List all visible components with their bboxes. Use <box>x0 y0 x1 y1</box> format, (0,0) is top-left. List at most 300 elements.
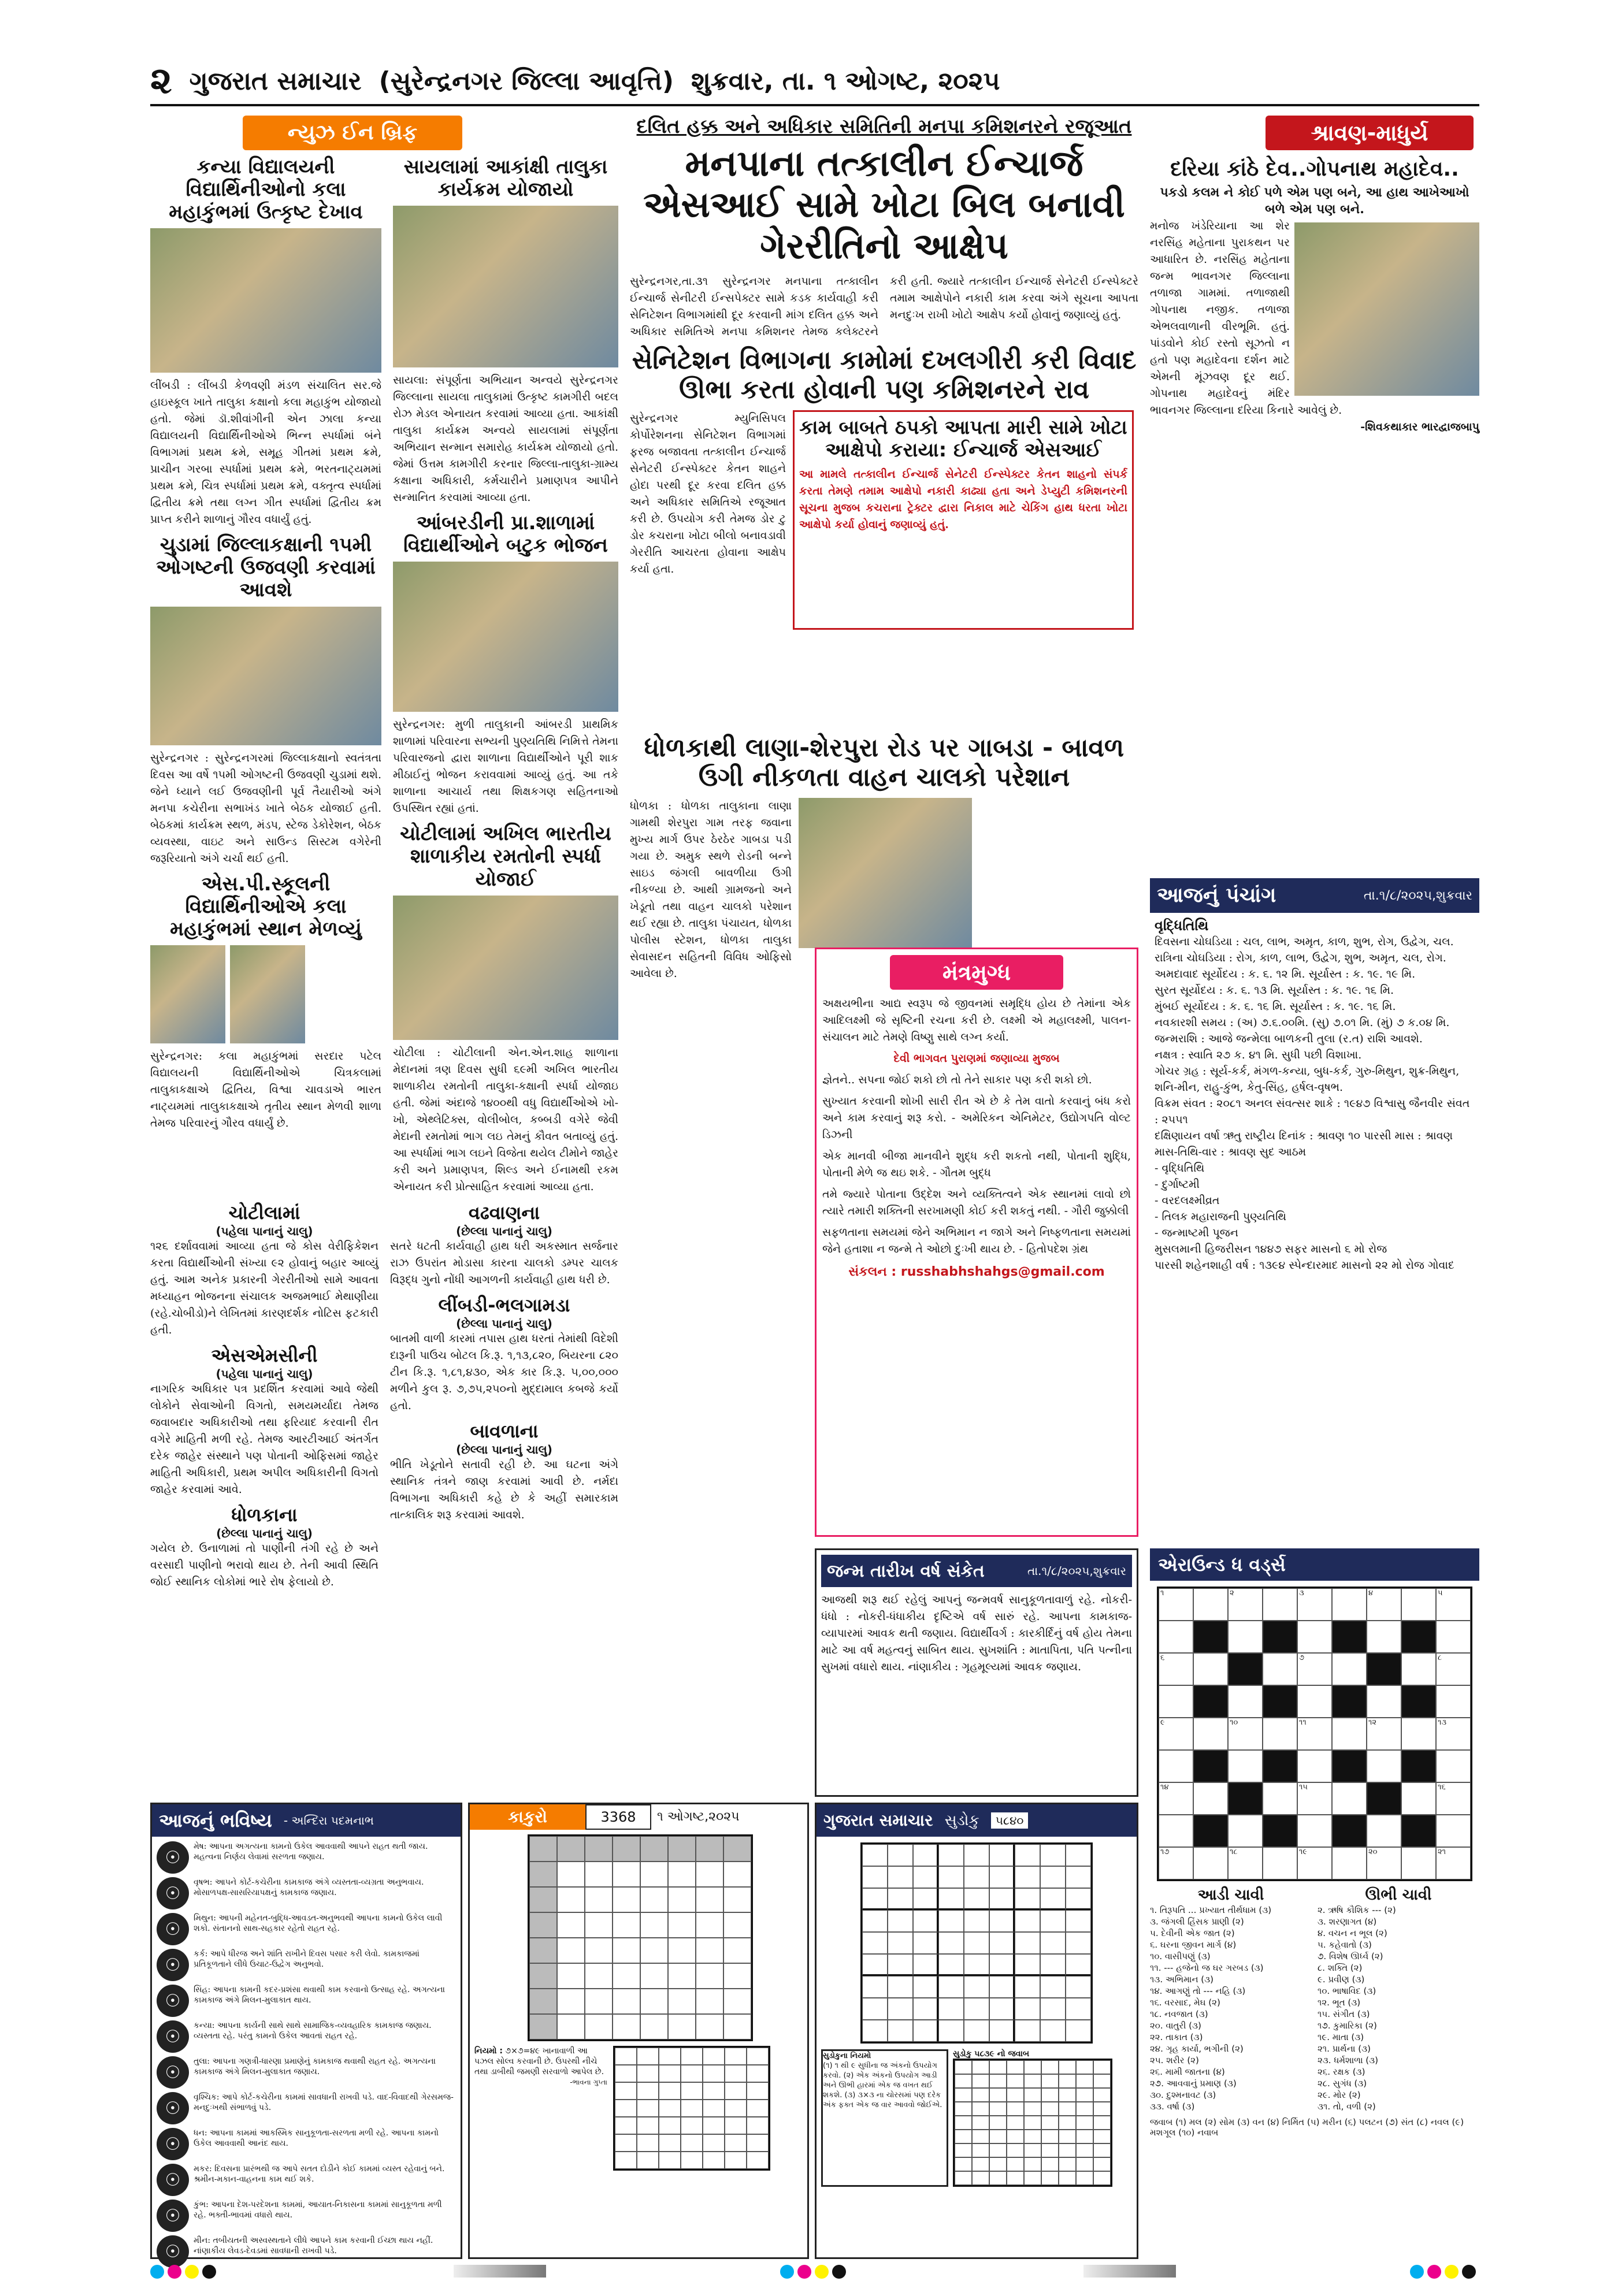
sudoku-cell[interactable] <box>938 1998 964 2020</box>
sudoku-cell[interactable] <box>1040 1910 1066 1932</box>
crossword-cell[interactable] <box>1297 1750 1332 1782</box>
sudoku-cell[interactable] <box>913 1932 938 1954</box>
crossword-cell[interactable] <box>1193 1718 1228 1750</box>
crossword-cell[interactable] <box>1297 1718 1332 1750</box>
kakuro-answer-cell <box>725 2082 747 2100</box>
crossword-cell[interactable] <box>1228 1588 1263 1621</box>
sudoku-cell[interactable] <box>1066 1976 1091 1998</box>
crossword-cell[interactable] <box>1367 1750 1401 1782</box>
crossword-cell[interactable] <box>1263 1782 1297 1815</box>
kakuro-cell <box>529 1989 557 2014</box>
crossword-cell[interactable] <box>1401 1847 1436 1879</box>
kakuro-grid[interactable] <box>528 1834 753 2041</box>
kakuro-cell[interactable] <box>668 1887 696 1912</box>
sudoku-cell[interactable] <box>913 1888 938 1910</box>
crossword-cell[interactable] <box>1228 1685 1263 1718</box>
sudoku-cell[interactable] <box>888 1844 913 1866</box>
crossword-cell[interactable] <box>1159 1782 1193 1815</box>
kakuro-cell[interactable] <box>668 1862 696 1887</box>
kakuro-cell[interactable] <box>723 1912 751 1938</box>
sudoku-cell[interactable] <box>989 1866 1015 1888</box>
sudoku-cell[interactable] <box>888 1888 913 1910</box>
kakuro-cell[interactable] <box>696 2014 723 2039</box>
crossword-cell[interactable] <box>1297 1653 1332 1685</box>
sudoku-cell[interactable] <box>1040 2020 1066 2042</box>
crossword-cell[interactable] <box>1297 1685 1332 1718</box>
zodiac-icon: ☉ <box>157 2128 189 2160</box>
crossword-cell[interactable] <box>1263 1718 1297 1750</box>
crossword-number: ૧૦ <box>1230 1718 1238 1727</box>
sudoku-cell[interactable] <box>964 1866 989 1888</box>
rasi-text: ધન: આપના કામમાં આકસ્મિક સાનુકૂળતા-સરળતા મળી રહે. આપના કામનો ઉકેલ આવવાથી આનંદ થાય. <box>194 2128 439 2148</box>
panchang-row: નક્ષત્ર : સ્વાતિ ૨૭ ક. ૪૧ મિ. સુધી પછી વિશાખા. <box>1155 1049 1362 1061</box>
sudoku-cell[interactable] <box>1066 1844 1091 1866</box>
sudoku-cell[interactable] <box>964 1888 989 1910</box>
sudoku-cell[interactable] <box>888 2020 913 2042</box>
crossword-cell[interactable] <box>1228 1847 1263 1879</box>
kakuro-answer-cell <box>637 2152 659 2169</box>
sudoku-cell[interactable] <box>989 1954 1015 1976</box>
kakuro-cell[interactable] <box>613 1963 640 1989</box>
sudoku-cell[interactable] <box>964 1976 989 1998</box>
sudoku-cell[interactable] <box>989 1844 1015 1866</box>
panchang-row: - વરદલક્ષ્મીવ્રત <box>1155 1194 1220 1207</box>
sudoku-answer-cell <box>1076 2171 1093 2185</box>
kakuro-cell[interactable] <box>640 1989 668 2014</box>
crossword-cell[interactable] <box>1367 1685 1401 1718</box>
crossword-cell[interactable] <box>1297 1847 1332 1879</box>
kakuro-answer-cell <box>615 2065 637 2082</box>
story2-photo <box>150 607 381 745</box>
crossword-cell[interactable] <box>1297 1815 1332 1847</box>
kakuro-cell[interactable] <box>640 1862 668 1887</box>
continued-sub: (છેલ્લા પાનાનું ચાલુ) <box>216 1526 313 1540</box>
sudoku-cell[interactable] <box>1040 1976 1066 1998</box>
kakuro-cell[interactable] <box>696 1938 723 1963</box>
story1-body: લીંબડી : લીંબડી કેળવણી મંડળ સંચાલિત સર.જે હાઇસ્કૂલ ખાતે તાલુકા કક્ષાનો કલા મહાકુંભ યોજાયો હતો. જેમાં ડૉ.શીવાંગીની એન ઝાલા કન્યા વિદ્યાલયની વિદ્યાર્થિનીઓએ ભિન્ન સ્પર્ધામાં બંને વિભાગમાં પ્રથમ ક્રમે, સમૂહ ગીતમાં પ્રથમ ક્રમે, પ્રાચીન ગરબા સ્પર્ધામાં પ્રથમ ક્રમે, ભરતનાટ્યમમાં પ્રથમ ક્રમે, ચિત્ર સ્પર્ધામાં પ્રથમ ક્રમે, વક્તૃત્વ સ્પર્ધામાં દ્વિતીય ક્રમે તથા લગ્ન ગીત સ્પર્ધામાં દ્વિતીય ક્રમ પ્રાપ્ત કરીને શાળાનું ગૌરવ વધાર્યું હતું. <box>150 379 382 526</box>
kakuro-cell[interactable] <box>723 1862 751 1887</box>
kakuro-answer-cell <box>637 2048 659 2065</box>
kakuro-answer-cell <box>615 2117 637 2134</box>
kakuro-cell[interactable] <box>723 2014 751 2039</box>
sudoku-cell[interactable] <box>862 1932 888 1954</box>
sudoku-answer-cell <box>1093 2060 1111 2074</box>
crossword-cell[interactable] <box>1332 1782 1367 1815</box>
rasi-text: કન્યા: આપના કાર્યની સાથે સાથે સામાજિક-વ્યવહારિક કામકાજ જણાય. વ્યસ્તતા રહે. પરંતુ કામનો ઉકેલ આવતાં રાહત રહે. <box>194 2021 432 2041</box>
crossword-cell[interactable] <box>1436 1782 1471 1815</box>
continued-title: બાવળાના <box>470 1420 539 1442</box>
kakuro-cell[interactable] <box>640 1938 668 1963</box>
kakuro-answer-cell <box>659 2100 681 2117</box>
crossword-cell[interactable] <box>1401 1782 1436 1815</box>
crossword-number: ૧૫ <box>1299 1783 1308 1792</box>
sudoku-cell[interactable] <box>913 1844 938 1866</box>
sudoku-cell[interactable] <box>1066 1932 1091 1954</box>
sudoku-answer-cell <box>1093 2102 1111 2116</box>
crossword-cell[interactable] <box>1332 1847 1367 1879</box>
continued-body: ગયેલ છે. ઉનાળામાં તો પાણીની તંગી રહે છે અને વરસાદી પાણીનો ભરાવો થાય છે. તેની આવી સ્થિતિ જોઈ સ્થાનિક લોકોમાં ભારે રોષ ફેલાયો છે. <box>150 1542 378 1588</box>
crossword-cell[interactable] <box>1367 1718 1401 1750</box>
kakuro-cell[interactable] <box>613 1887 640 1912</box>
crossword-cell[interactable] <box>1193 1782 1228 1815</box>
sudoku-cell[interactable] <box>989 1976 1015 1998</box>
crossword-cell[interactable] <box>1193 1847 1228 1879</box>
kakuro-cell[interactable] <box>585 1862 613 1887</box>
sudoku-cell[interactable] <box>862 1954 888 1976</box>
edition-label: (સુરેન્દ્રનગર જિલ્લા આવૃત્તિ) <box>378 66 674 96</box>
sudoku-cell[interactable] <box>938 1888 964 1910</box>
continued-sub: (છેલ્લા પાનાનું ચાલુ) <box>456 1317 552 1331</box>
kakuro-answer-cell <box>725 2117 747 2134</box>
sudoku-cell[interactable] <box>989 1910 1015 1932</box>
sudoku-cell[interactable] <box>1066 1910 1091 1932</box>
sudoku-cell[interactable] <box>964 1998 989 2020</box>
story4-title: સાયલામાં આકાંક્ષી તાલુકા કાર્યક્રમ યોજાયો <box>403 155 608 202</box>
story1-photo <box>150 228 381 373</box>
sudoku-cell[interactable] <box>913 1866 938 1888</box>
sudoku-cell[interactable] <box>888 1976 913 1998</box>
continued-title: ધોળકાના <box>231 1504 298 1526</box>
crossword-cell[interactable] <box>1159 1750 1193 1782</box>
sudoku-cell[interactable] <box>1015 1866 1040 1888</box>
down-clue: ૨૬. રક્ષક (૩) <box>1318 2066 1365 2077</box>
rasi-text: વૃષભ: આપને કોર્ટ-કચેરીના કામકાજ અંગે વ્યસ્તતા-વ્યગ્રતા અનુભવાય. મોસાળપક્ષ-સાસરિયાપક્ષનું કામકાજ જણાય. <box>194 1878 424 1897</box>
crossword-cell[interactable] <box>1263 1588 1297 1621</box>
crossword-cell[interactable] <box>1436 1685 1471 1718</box>
kakuro-cell <box>529 1836 557 1862</box>
kakuro-cell[interactable] <box>557 1862 585 1887</box>
kakuro-cell[interactable] <box>613 1862 640 1887</box>
kakuro-cell[interactable] <box>585 1938 613 1963</box>
crossword-cell[interactable] <box>1159 1588 1193 1621</box>
sudoku-answer-cell <box>1007 2130 1024 2143</box>
kakuro-answer-cell <box>615 2134 637 2152</box>
sudoku-cell[interactable] <box>862 1998 888 2020</box>
sudoku-cell[interactable] <box>913 1998 938 2020</box>
crossword-cell[interactable] <box>1332 1653 1367 1685</box>
kakuro-answer-cell <box>637 2100 659 2117</box>
brand-name: ગુજરાત સમાચાર <box>189 66 362 96</box>
print-color-bar <box>150 2265 1479 2281</box>
sudoku-answer-cell <box>1007 2143 1024 2157</box>
sudoku-cell[interactable] <box>964 1910 989 1932</box>
kakuro-box <box>468 1803 809 2259</box>
crossword-cell[interactable] <box>1367 1847 1401 1879</box>
panchang-row: વિક્રમ સંવત : ૨૦૮૧ અનલ સંવત્સર શાકે : ૧૯૪૭ વિશ્વાસુ જૈનવીર સંવત : ૨૫૫૧ <box>1155 1097 1470 1126</box>
kakuro-cell[interactable] <box>585 2014 613 2039</box>
kakuro-answer-cell <box>703 2100 725 2117</box>
sudoku-cell[interactable] <box>862 1866 888 1888</box>
sudoku-cell[interactable] <box>913 1976 938 1998</box>
sudoku-cell[interactable] <box>938 1844 964 1866</box>
sudoku-cell[interactable] <box>989 1932 1015 1954</box>
quote-title: કામ બાબતે ઠપકો આપતા મારી સામે ખોટા આક્ષેપો કરાયા: ઈન્ચાર્જ એસઆઈ <box>799 416 1127 462</box>
kakuro-title: કાકુરો <box>470 1804 585 1830</box>
kakuro-cell[interactable] <box>640 1887 668 1912</box>
sudoku-answer-cell <box>1076 2143 1093 2157</box>
kakuro-cell <box>529 1887 557 1912</box>
sudoku-cell[interactable] <box>862 1888 888 1910</box>
sudoku-answer-cell <box>1076 2130 1093 2143</box>
sudoku-cell[interactable] <box>1040 1954 1066 1976</box>
crossword-cell[interactable] <box>1159 1621 1193 1653</box>
bhavishya-author: - અન્દિરા પદમનાભ <box>283 1814 374 1827</box>
header-date: શુક્રવાર, તા. ૧ ઓગષ્ટ, ૨૦૨૫ <box>691 66 1000 96</box>
sudoku-cell[interactable] <box>888 1954 913 1976</box>
sudoku-answer-cell <box>1041 2088 1059 2102</box>
crossword-number: ૭ <box>1299 1654 1305 1662</box>
kakuro-cell[interactable] <box>585 1963 613 1989</box>
story2-body: સુરેન્દ્રનગર : સુરેન્દ્રનગરમાં જિલ્લાકક્ષાનો સ્વતંત્રતા દિવસ આ વર્ષે ૧૫મી ઓગષ્ટની ઉજવણી ચુડામાં થશે. જેને ધ્યાને લઈ ઉજવણીની પૂર્વ તૈયારીઓ અંગે મનપા કચેરીના સભાખંડ ખાતે બેઠક યોજાઈ હતી. બેઠકમાં કાર્યક્રમ સ્થળ, મંડપ, સ્ટેજ ડેકોરેશન, બેઠક વ્યવસ્થા, વાઇટ અને સાઉન્ડ સિસ્ટમ વગેરેની જરૂરિયાતો અંગે ચર્ચા થઈ હતી. <box>150 751 381 865</box>
down-clue: ૧૨. ભૂત (૩) <box>1318 1997 1361 2008</box>
sudoku-answer-cell <box>1093 2088 1111 2102</box>
mantra-footer-label: સંકલન : <box>848 1265 897 1279</box>
sudoku-cell[interactable] <box>1066 2020 1091 2042</box>
kakuro-answer-cell <box>681 2065 703 2082</box>
sudoku-cell[interactable] <box>1015 1932 1040 1954</box>
sudoku-cell[interactable] <box>1066 1866 1091 1888</box>
continued-story <box>150 1202 378 1339</box>
mantra-item: અક્ષયભીના આદ્ય સ્વરૂપ જે જીવનમાં સમૃદ્ધિ હોય છે તેમાંના એક આદિલક્ષ્મી જે સૃષ્ટિની રચના કરી છે. લક્ષ્મી એ મહાલક્ષ્મી, પાલન-સંચાલન માટે તેમણે વિષ્ણુ સાથે લગ્ન કર્યા. <box>822 997 1131 1043</box>
sudoku-cell[interactable] <box>1066 1954 1091 1976</box>
panchang-row: દક્ષિણાયન વર્ષા ઋતુ રાષ્ટ્રીય દિનાંક : શ્રાવણ ૧૦ પારસી માસ : શ્રાવણ <box>1155 1130 1453 1142</box>
crossword-number: ૨૧ <box>1438 1848 1446 1856</box>
kakuro-answer-cell <box>659 2065 681 2082</box>
kakuro-answer-cell <box>725 2065 747 2082</box>
kakuro-cell[interactable] <box>696 1862 723 1887</box>
kakuro-cell[interactable] <box>640 1912 668 1938</box>
kakuro-cell[interactable] <box>668 1989 696 2014</box>
kakuro-cell[interactable] <box>696 1963 723 1989</box>
sudoku-answer-cell <box>1076 2116 1093 2130</box>
sudoku-cell[interactable] <box>938 1976 964 1998</box>
kakuro-cell[interactable] <box>668 1963 696 1989</box>
sudoku-cell[interactable] <box>964 1932 989 1954</box>
kakuro-answer-cell <box>615 2048 637 2065</box>
crossword-cell[interactable] <box>1159 1653 1193 1685</box>
kakuro-cell[interactable] <box>668 2014 696 2039</box>
crossword-cell[interactable] <box>1159 1718 1193 1750</box>
crossword-cell[interactable] <box>1297 1621 1332 1653</box>
kakuro-cell[interactable] <box>723 1989 751 2014</box>
crossword-number: ૩ <box>1299 1589 1304 1597</box>
sudoku-cell[interactable] <box>888 1932 913 1954</box>
crossword-cell <box>1367 1782 1401 1815</box>
kakuro-cell[interactable] <box>613 1938 640 1963</box>
kakuro-answer-cell <box>747 2048 769 2065</box>
sudoku-cell[interactable] <box>964 1844 989 1866</box>
crossword-cell[interactable] <box>1159 1815 1193 1847</box>
continued-title: વઢવાણના <box>468 1202 540 1224</box>
crossword-cell[interactable] <box>1332 1588 1367 1621</box>
kakuro-cell <box>696 1836 723 1862</box>
continued-body: નાગરિક અધિકાર પત્ર પ્રદર્શિત કરવામાં આવે જેથી લોકોને સેવાઓની વિગતો, સમયમર્યાદા તેમજ જવાબદાર અધિકારીઓ તથા ફરિયાદ કરવાની રીત વગેરે માહિતી મળી રહે. તેમજ આરટીઆઈ અંતર્ગત દરેક જાહેર સંસ્થાને પણ પોતાની ઓફિસમાં જાહેર માહિતી અધિકારી, પ્રથમ અપીલ અધિકારીની વિગતો જાહેર કરવામાં આવે. <box>150 1383 378 1496</box>
kakuro-cell[interactable] <box>557 1887 585 1912</box>
down-clue: ૨. ઋષિ કૌશિક --- (૨) <box>1318 1904 1396 1915</box>
sudoku-cell[interactable] <box>1015 2020 1040 2042</box>
crossword-cell[interactable] <box>1297 1588 1332 1621</box>
kakuro-cell[interactable] <box>585 1989 613 2014</box>
kakuro-cell[interactable] <box>585 1912 613 1938</box>
sudoku-cell[interactable] <box>1040 1932 1066 1954</box>
sudoku-cell[interactable] <box>888 1910 913 1932</box>
crossword-cell[interactable] <box>1436 1653 1471 1685</box>
crossword-cell[interactable] <box>1436 1750 1471 1782</box>
sudoku-answer-cell <box>1007 2102 1024 2116</box>
rasi-text: મેષ: આપના અગત્યના કામનો ઉકેલ આવવાથી આપને રાહત થતી જાય. મહત્વના નિર્ણય લેવામાં સરળતા જણાય. <box>194 1842 428 1862</box>
continued-title: ચોટીલામાં <box>228 1202 300 1224</box>
sudoku-cell[interactable] <box>1015 1844 1040 1866</box>
kakuro-cell[interactable] <box>613 2014 640 2039</box>
sudoku-cell[interactable] <box>1015 1976 1040 1998</box>
sudoku-cell[interactable] <box>989 1888 1015 1910</box>
sudoku-cell[interactable] <box>913 1910 938 1932</box>
crossword-cell[interactable] <box>1332 1718 1367 1750</box>
kakuro-cell[interactable] <box>613 1989 640 2014</box>
sudoku-title: સુડોકુ <box>944 1811 979 1829</box>
kakuro-cell <box>529 1938 557 1963</box>
continued-body: ૧૨૬ દર્શાવવામાં આવ્યા હતા જે કોસ વેરીફિકેશન કરતા વિદ્યાર્થીઓની સંખ્યા ૯૨ હોવાનું બહાર આવ્યું હતું. આમ અનેક પ્રકારની ગેરરીતીઓ સામે આવતા મધ્યાહન ભોજનના સંચાલક અજમભાઈ મેથાણીયા (રહે.ચોબીડો)ને લેખિતમાં કારણદર્શક નોટિસ ફટકારી હતી. <box>150 1240 378 1336</box>
panchang-row: વૃદ્ધિતિથિ <box>1155 917 1209 934</box>
crossword-cell[interactable] <box>1436 1847 1471 1879</box>
sudoku-answer-cell <box>955 2074 972 2088</box>
kakuro-cell[interactable] <box>723 1938 751 1963</box>
sudoku-cell[interactable] <box>989 1998 1015 2020</box>
sudoku-cell[interactable] <box>913 2020 938 2042</box>
sudoku-answer-cell <box>1076 2074 1093 2088</box>
kakuro-cell[interactable] <box>557 1989 585 2014</box>
sudoku-cell[interactable] <box>888 1998 913 2020</box>
shravan-body: મનોજ ખંડેરિયાના આ શેર નરસિંહ મહેતાના પુરાકથન પર આધારિત છે. નરસિંહ મહેતાના જન્મ ભાવનગર જિલ્લાના તળાજા ગામમાં. તળાજાથી ગોપનાથ નજીક. તળાજા એભલવાળાની વીરભૂમિ. હતું. પાંડવોને કોઈ રસ્તો સૂઝતો ન હતો પણ મહાદેવના દર્શન માટે એમની મૂંઝવણ દૂર થઈ. ગોપનાથ મહાદેવનું મંદિર ભાવનગર જિલ્લાના દરિયા કિનારે આવેલું છે. <box>1150 220 1342 417</box>
kakuro-cell[interactable] <box>696 1887 723 1912</box>
sudoku-answer-cell <box>1059 2116 1076 2130</box>
crossword-cell[interactable] <box>1228 1718 1263 1750</box>
kakuro-cell[interactable] <box>696 1912 723 1938</box>
kakuro-cell[interactable] <box>640 2014 668 2039</box>
kakuro-answer-cell <box>659 2082 681 2100</box>
mantra-footer <box>822 1265 1131 1279</box>
crossword-cell <box>1193 1750 1228 1782</box>
kakuro-cell[interactable] <box>613 1912 640 1938</box>
lead-body-2: સુરેન્દ્રનગર મ્યુનિસિપલ કોર્પોરેશનના સેનિટેશન વિભાગમાં ફરજ બજાવતા તત્કાલીન ઈન્ચાર્જ સેનેટરી ઈન્સ્પેક્ટર કેતન શાહને હોદા પરથી દૂર કરવા દલિત હક્ક અને અધિકાર સમિતિએ રજૂઆત કરી છે. ઉપયોગ કરી તેમજ ડોર ટુ ડોર કચરાના ખોટા બીલો બનાવડાવી ગેરરીતિ આચરતા હોવાના આક્ષેપ કર્યા હતા. <box>630 412 786 576</box>
sudoku-cell[interactable] <box>1066 1998 1091 2020</box>
kakuro-cell[interactable] <box>696 1989 723 2014</box>
sudoku-cell[interactable] <box>938 1866 964 1888</box>
crossword-cell[interactable] <box>1436 1621 1471 1653</box>
sudoku-cell[interactable] <box>938 1954 964 1976</box>
sudoku-answer-cell <box>1041 2060 1059 2074</box>
sudoku-cell[interactable] <box>862 1844 888 1866</box>
rasi-row <box>157 1913 456 1945</box>
sudoku-cell[interactable] <box>964 1954 989 1976</box>
crossword-cell[interactable] <box>1367 1621 1401 1653</box>
crossword-cell[interactable] <box>1159 1847 1193 1879</box>
sudoku-answer-cell <box>955 2102 972 2116</box>
rasi-row <box>157 2128 456 2160</box>
panchang-row: દિવસના ચોઘડિયા : ચલ, લાભ, અમૃત, કાળ, શુભ, રોગ, ઉદ્વેગ, ચલ. <box>1155 935 1454 948</box>
crossword-cell[interactable] <box>1401 1653 1436 1685</box>
sudoku-cell[interactable] <box>862 1976 888 1998</box>
lead-subheadline: સેનિટેશન વિભાગના કામોમાં દખલગીરી કરી વિવાદ ઊભા કરતા હોવાની પણ કમિશનરને રાવ <box>632 345 1137 404</box>
kakuro-cell[interactable] <box>668 1912 696 1938</box>
sudoku-cell[interactable] <box>989 2020 1015 2042</box>
sudoku-cell[interactable] <box>1015 1998 1040 2020</box>
sudoku-cell[interactable] <box>913 1954 938 1976</box>
crossword-cell[interactable] <box>1228 1815 1263 1847</box>
sudoku-cell[interactable] <box>1015 1910 1040 1932</box>
crossword-cell[interactable] <box>1263 1847 1297 1879</box>
sudoku-cell[interactable] <box>1040 1998 1066 2020</box>
crossword-cell[interactable] <box>1401 1588 1436 1621</box>
sudoku-cell[interactable] <box>862 1910 888 1932</box>
kakuro-cell[interactable] <box>557 1963 585 1989</box>
crossword-cell[interactable] <box>1228 1750 1263 1782</box>
sudoku-cell[interactable] <box>1015 1954 1040 1976</box>
sudoku-answer-cell <box>989 2171 1007 2185</box>
crossword-number: ૨૦ <box>1368 1848 1378 1856</box>
temple-photo <box>1294 222 1479 396</box>
kakuro-answer-cell <box>703 2048 725 2065</box>
zodiac-icon: ☉ <box>157 2056 189 2089</box>
sudoku-cell[interactable] <box>1040 1866 1066 1888</box>
down-title: ઊભી ચાવી <box>1365 1886 1432 1904</box>
crossword-cell[interactable] <box>1228 1621 1263 1653</box>
sudoku-cell[interactable] <box>938 1910 964 1932</box>
kakuro-cell[interactable] <box>585 1887 613 1912</box>
kakuro-cell[interactable] <box>557 1912 585 1938</box>
bhavishya-box <box>150 1803 462 2262</box>
kakuro-cell[interactable] <box>723 1887 751 1912</box>
crossword-cell[interactable] <box>1263 1653 1297 1685</box>
sudoku-grid[interactable] <box>860 1842 1093 2044</box>
crossword-cell[interactable] <box>1159 1685 1193 1718</box>
kakuro-author: -ભાવના ગુપ્તા <box>570 2078 607 2086</box>
sudoku-cell[interactable] <box>1015 1888 1040 1910</box>
sudoku-cell[interactable] <box>1040 1888 1066 1910</box>
sudoku-answer-cell <box>989 2130 1007 2143</box>
sudoku-cell[interactable] <box>938 2020 964 2042</box>
sudoku-answer-cell <box>1041 2157 1059 2171</box>
crossword-cell[interactable] <box>1401 1718 1436 1750</box>
sudoku-cell[interactable] <box>1040 1844 1066 1866</box>
crossword-cell[interactable] <box>1193 1653 1228 1685</box>
panchang-row: મુસલમાની હિજરીસન ૧૪૪૭ સફર માસનો ૬ મો રોજ <box>1155 1243 1387 1255</box>
sudoku-cell[interactable] <box>1066 1888 1091 1910</box>
kakuro-rules-title: નિયમો : <box>474 2046 503 2056</box>
panchang-row: અમદાવાદ સૂર્યોદય : ક. ૬. ૧૨ મિ. સૂર્યાસ્ત : ક. ૧૯. ૧૯ મિ. <box>1155 968 1416 980</box>
crossword-cell[interactable] <box>1436 1718 1471 1750</box>
kakuro-cell[interactable] <box>723 1963 751 1989</box>
crossword-cell[interactable] <box>1367 1588 1401 1621</box>
crossword-grid[interactable] <box>1157 1587 1472 1881</box>
crossword-cell[interactable] <box>1436 1815 1471 1847</box>
crossword-cell[interactable] <box>1297 1782 1332 1815</box>
sudoku-cell[interactable] <box>888 1866 913 1888</box>
kakuro-cell[interactable] <box>668 1938 696 1963</box>
story6-title: ચોટીલામાં અખિલ ભારતીય શાળાકીય રમતોની સ્પર્ધા યોજાઈ <box>400 822 611 891</box>
sudoku-cell[interactable] <box>938 1932 964 1954</box>
sudoku-answer-cell <box>955 2130 972 2143</box>
crossword-cell[interactable] <box>1367 1815 1401 1847</box>
crossword-cell[interactable] <box>1436 1588 1471 1621</box>
crossword-cell[interactable] <box>1193 1588 1228 1621</box>
kakuro-cell[interactable] <box>557 1938 585 1963</box>
kakuro-cell[interactable] <box>640 1963 668 1989</box>
kakuro-cell <box>613 1836 640 1862</box>
sudoku-cell[interactable] <box>964 2020 989 2042</box>
kakuro-cell[interactable] <box>557 2014 585 2039</box>
sudoku-cell[interactable] <box>862 2020 888 2042</box>
